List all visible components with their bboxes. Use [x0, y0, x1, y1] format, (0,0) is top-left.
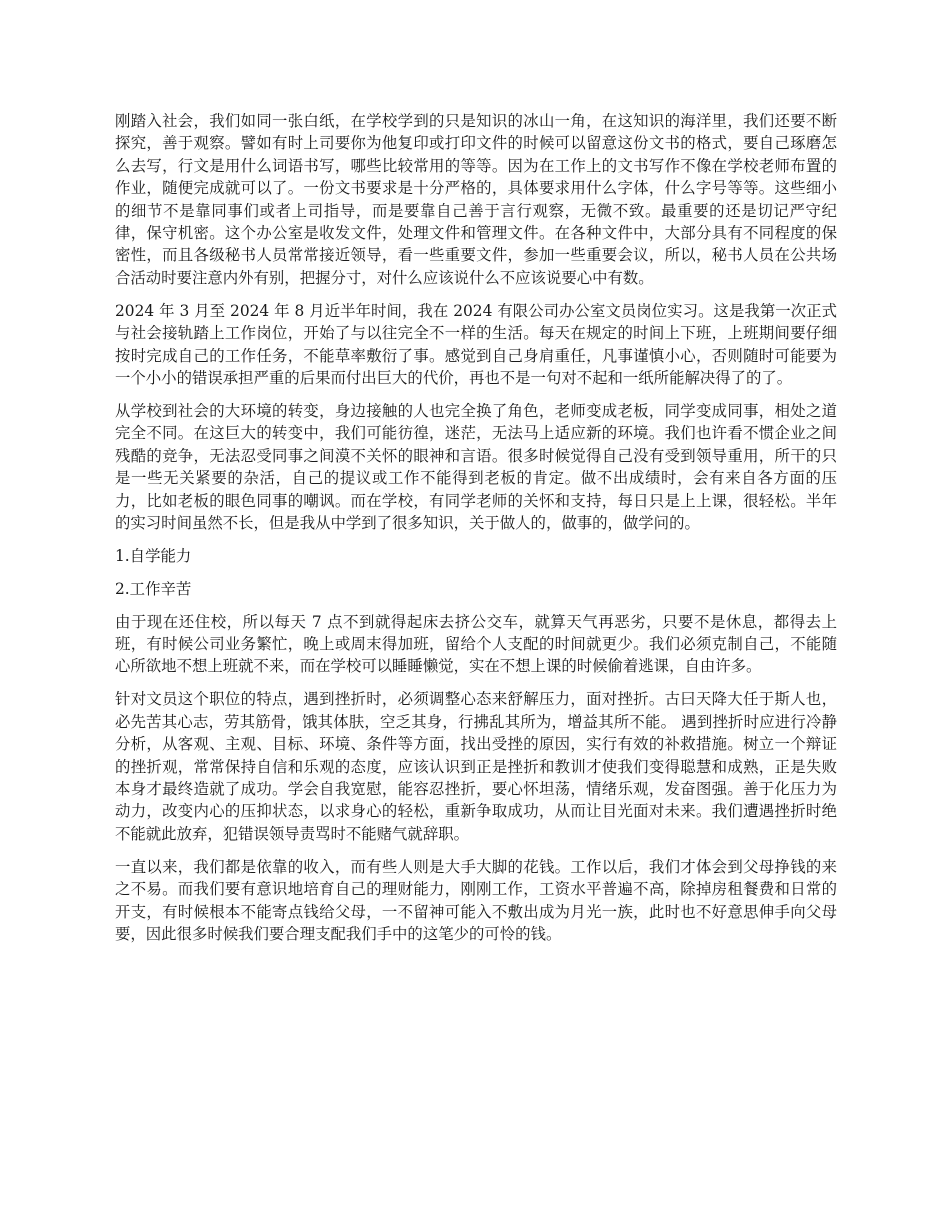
paragraph-commute: 由于现在还住校，所以每天 7 点不到就得起床去挤公交车，就算天气再恶劣，只要不是休息，都得去上班，有时候公司业务繁忙，晚上或周末得加班，留给个人支配的时间就更少。我们必须克制自己，不能随心所欲地不想上班就不来，而在学校可以睡睡懒觉，实在不想上课的时候偷着逃课，自由许多。 [115, 612, 837, 676]
paragraph-environment-change: 从学校到社会的大环境的转变，身边接触的人也完全换了角色，老师变成老板，同学变成同事，相处之道完全不同。在这巨大的转变中，我们可能彷徨，迷茫，无法马上适应新的环境。我们也许看不惯企业之间残酷的竞争，无法忍受同事之间漠不关怀的眼神和言语。很多时候觉得自己没有受到领导重用，所干的只是一些无关紧要的杂活，自己的提议或工作不能得到老板的肯定。做不出成绩时，会有来自各方面的压力，比如老板的眼色同事的嘲讽。而在学校，有同学老师的关怀和支持，每日只是上上课，很轻松。半年的实习时间虽然不长，但是我从中学到了很多知识，关于做人的，做事的，做学问的。 [115, 401, 837, 532]
heading-hard-work: 2.工作辛苦 [115, 579, 192, 598]
paragraph-setbacks: 针对文员这个职位的特点，遇到挫折时，必须调整心态来舒解压力，面对挫折。古曰天降大任于斯人也，必先苦其心志，劳其筋骨，饿其体肤，空乏其身，行拂乱其所为，增益其所不能。 遇到挫折时应进行冷静分析，从客观、主观、目标、环境、条件等方面，找出受挫的原因，实行有效的补救措施。树立一个辩证的挫折观，常常保持自信和乐观的态度，应该认识到正是挫折和教训才使我们变得聪慧和成熟，正是失败本身才最终造就了成功。学会自我宽慰，能容忍挫折，要心怀坦荡，情绪乐观，发奋图强。善于化压力为动力，改变内心的压抑状态，以求身心的轻松，重新争取成功，从而让目光面对未来。我们遭遇挫折时绝不能就此放弃，犯错误领导责骂时不能赌气就辞职。 [115, 690, 837, 843]
paragraph-intro: 刚踏入社会，我们如同一张白纸，在学校学到的只是知识的冰山一角，在这知识的海洋里，我们还要不断探究，善于观察。譬如有时上司要你为他复印或打印文件的时候可以留意这份文书的格式，要自己琢磨怎么去写，行文是用什么词语书写，哪些比较常用的等等。因为在工作上的文书写作不像在学校老师布置的作业，随便完成就可以了。一份文书要求是十分严格的，具体要求用什么字体，什么字号等等。这些细小的细节不是靠同事们或者上司指导，而是要靠自己善于言行观察，无微不致。最重要的还是切记严守纪律，保守机密。这个办公室是收发文件，处理文件和管理文件。在各种文件中，大部分具有不同程度的保密性，而且各级秘书人员常常接近领导，看一些重要文件，参加一些重要会议，所以，秘书人员在公共场合活动时要注意内外有别，把握分寸，对什么应该说什么不应该说要心中有数。 [115, 112, 837, 287]
document-body [115, 110, 837, 956]
paragraph-internship-period: 2024 年 3 月至 2024 年 8 月近半年时间，我在 2024 有限公司办公室文员岗位实习。这是我第一次正式与社会接轨踏上工作岗位，开始了与以往完全不一样的生活。每天在规定的时间上下班，上班期间要仔细按时完成自己的工作任务，不能草率敷衍了事。感觉到自己身肩重任，凡事谨慎小心，否则随时可能要为一个小小的错误承担严重的后果而付出巨大的代价，再也不是一句对不起和一纸所能解决得了的了。 [115, 301, 837, 387]
paragraph-finances: 一直以来，我们都是依靠的收入，而有些人则是大手大脚的花钱。工作以后，我们才体会到父母挣钱的来之不易。而我们要有意识地培育自己的理财能力，刚刚工作，工资水平普遍不高，除掉房租餐费和日常的开支，有时候根本不能寄点钱给父母，一不留神可能入不敷出成为月光一族，此时也不好意思伸手向父母要，因此很多时候我们要合理支配我们手中的这笔少的可怜的钱。 [115, 857, 837, 943]
heading-self-learning: 1.自学能力 [115, 546, 192, 565]
